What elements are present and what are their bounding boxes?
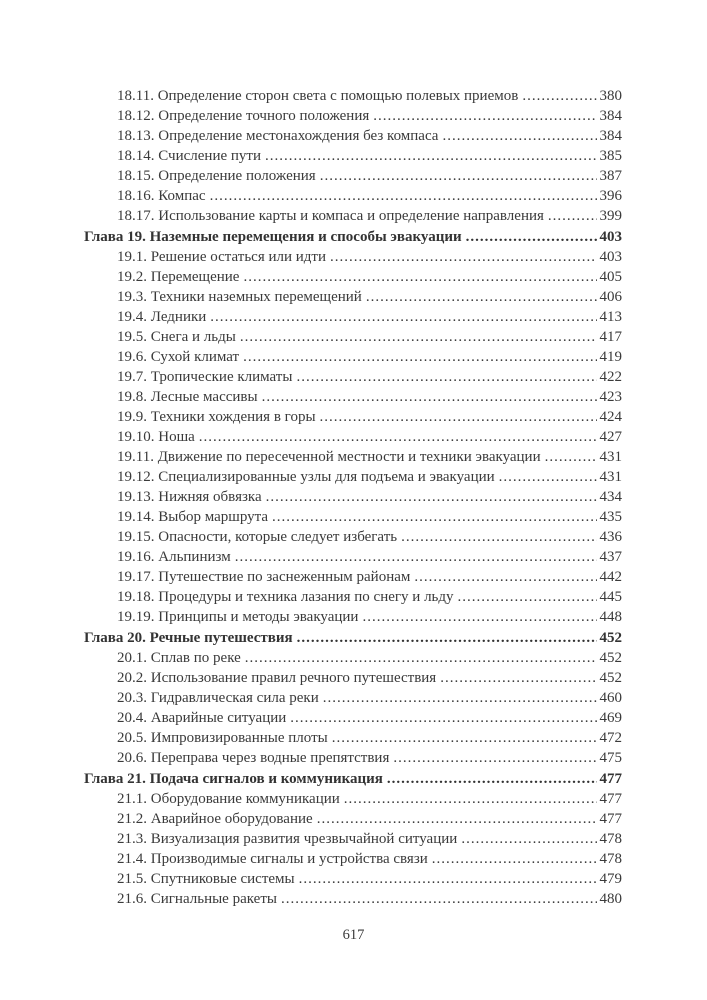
dot-leader	[432, 849, 597, 869]
toc-entry-label: 19.5. Снега и льды	[117, 329, 236, 345]
dot-leader	[332, 728, 597, 748]
dot-leader	[290, 708, 596, 728]
toc-entry-label: 19.4. Ледники	[117, 309, 207, 325]
dot-leader	[210, 186, 597, 206]
toc-entry-page: 452	[599, 650, 622, 666]
toc-entry-label: 19.17. Путешествие по заснеженным районам	[117, 569, 411, 585]
toc-entry-page: 475	[599, 750, 622, 766]
toc-entry-page: 387	[599, 168, 622, 184]
toc-entry-page: 472	[599, 730, 622, 746]
toc-entry	[84, 748, 622, 768]
toc-entry	[84, 789, 622, 809]
toc-entry-page: 437	[599, 549, 622, 565]
toc-entry-page: 380	[599, 88, 622, 104]
toc-entry	[84, 869, 622, 889]
toc-entry	[84, 527, 622, 547]
toc-entry-label: 21.4. Производимые сигналы и устройства связи	[117, 851, 428, 867]
dot-leader	[330, 247, 597, 267]
toc-chapter-entry	[84, 227, 622, 247]
toc-entry	[84, 247, 622, 267]
dot-leader	[414, 567, 596, 587]
dot-leader	[344, 789, 597, 809]
toc-entry-label: 19.1. Решение остаться или идти	[117, 249, 326, 265]
toc-entry-label: 18.12. Определение точного положения	[117, 108, 370, 124]
toc-entry-label: 18.15. Определение положения	[117, 168, 316, 184]
toc-entry	[84, 206, 622, 226]
toc-entry	[84, 126, 622, 146]
toc-entry-label: 19.15. Опасности, которые следует избегать	[117, 529, 398, 545]
dot-leader	[393, 748, 596, 768]
toc-entry-page: 417	[599, 329, 622, 345]
toc-entry-page: 445	[599, 589, 622, 605]
toc-entry-page: 396	[599, 188, 622, 204]
dot-leader	[323, 688, 597, 708]
toc-entry	[84, 467, 622, 487]
toc-entry	[84, 849, 622, 869]
toc-entry	[84, 447, 622, 467]
toc-entry-page: 385	[599, 148, 622, 164]
toc-entry	[84, 607, 622, 627]
toc-entry-label: 21.1. Оборудование коммуникации	[117, 791, 340, 807]
toc-entry	[84, 267, 622, 287]
toc-entry-page: 427	[599, 429, 622, 445]
toc-entry-page: 477	[599, 771, 622, 787]
toc-entry-label: 19.8. Лесные массивы	[117, 389, 258, 405]
toc-entry-label: 19.14. Выбор маршрута	[117, 509, 269, 525]
toc-chapter-entry	[84, 628, 622, 648]
toc-entry-label: 19.13. Нижняя обвязка	[117, 489, 262, 505]
toc-entry-label: 20.4. Аварийные ситуации	[117, 710, 287, 726]
dot-leader	[373, 106, 596, 126]
toc-entry-page: 460	[599, 690, 622, 706]
toc-entry	[84, 889, 622, 909]
dot-leader	[297, 628, 597, 648]
dot-leader	[366, 287, 597, 307]
dot-leader	[296, 367, 596, 387]
toc-entry-label: 19.19. Принципы и методы эвакуации	[117, 609, 359, 625]
dot-leader	[266, 487, 597, 507]
toc-entry	[84, 347, 622, 367]
toc-entry	[84, 507, 622, 527]
toc-entry	[84, 307, 622, 327]
dot-leader	[401, 527, 596, 547]
toc-entry	[84, 367, 622, 387]
toc-entry-label: 18.16. Компас	[117, 188, 206, 204]
toc-entry-page: 479	[599, 871, 622, 887]
toc-entry	[84, 327, 622, 347]
toc-entry-page: 452	[599, 670, 622, 686]
toc-entry-page: 436	[599, 529, 622, 545]
dot-leader	[548, 206, 597, 226]
toc-entry-label: Глава 21. Подача сигналов и коммуникация	[84, 771, 383, 787]
toc-entry-label: Глава 19. Наземные перемещения и способы эвакуации	[84, 229, 462, 245]
dot-leader	[499, 467, 597, 487]
toc-entry-page: 384	[599, 108, 622, 124]
toc-entry-label: 19.9. Техники хождения в горы	[117, 409, 316, 425]
toc-entry-label: 18.13. Определение местонахождения без компаса	[117, 128, 439, 144]
dot-leader	[265, 146, 596, 166]
dot-leader	[522, 86, 596, 106]
toc-entry-label: 21.3. Визуализация развития чрезвычайной ситуации	[117, 831, 458, 847]
dot-leader	[442, 126, 596, 146]
toc-entry-page: 452	[599, 630, 622, 646]
toc-entry-page: 403	[599, 249, 622, 265]
dot-leader	[210, 307, 596, 327]
toc-entry-page: 435	[599, 509, 622, 525]
toc-entry-page: 478	[599, 831, 622, 847]
toc-entry	[84, 407, 622, 427]
toc-entry-page: 431	[599, 469, 622, 485]
toc-entry-label: 20.5. Импровизированные плоты	[117, 730, 328, 746]
toc-entry	[84, 166, 622, 186]
toc-entry	[84, 829, 622, 849]
toc-entry	[84, 487, 622, 507]
toc-entry	[84, 567, 622, 587]
toc-entry-label: 19.10. Ноша	[117, 429, 195, 445]
toc-entry-label: 20.6. Переправа через водные препятствия	[117, 750, 390, 766]
dot-leader	[272, 507, 596, 527]
toc-entry	[84, 648, 622, 668]
toc-entry-label: 18.17. Использование карты и компаса и определение направления	[117, 208, 544, 224]
dot-leader	[240, 327, 597, 347]
toc-entry-label: 19.6. Сухой климат	[117, 349, 240, 365]
toc-entry-page: 422	[599, 369, 622, 385]
toc-entry-page: 442	[599, 569, 622, 585]
toc-entry-label: 18.11. Определение сторон света с помощью полевых приемов	[117, 88, 519, 104]
toc-entry-label: 19.7. Тропические климаты	[117, 369, 293, 385]
toc-entry	[84, 688, 622, 708]
dot-leader	[461, 829, 596, 849]
toc-entry-page: 399	[599, 208, 622, 224]
table-of-contents	[84, 86, 622, 909]
toc-entry-label: Глава 20. Речные путешествия	[84, 630, 293, 646]
toc-entry-page: 424	[599, 409, 622, 425]
dot-leader	[362, 607, 596, 627]
toc-entry-label: 20.3. Гидравлическая сила реки	[117, 690, 319, 706]
dot-leader	[281, 889, 597, 909]
toc-entry	[84, 146, 622, 166]
dot-leader	[299, 869, 597, 889]
toc-entry-page: 469	[599, 710, 622, 726]
toc-entry-label: 19.3. Техники наземных перемещений	[117, 289, 362, 305]
toc-entry	[84, 728, 622, 748]
dot-leader	[466, 227, 597, 247]
page-number: 617	[342, 927, 365, 943]
dot-leader	[317, 809, 597, 829]
toc-entry-page: 434	[599, 489, 622, 505]
toc-entry	[84, 587, 622, 607]
toc-entry-page: 448	[599, 609, 622, 625]
toc-entry-label: 19.12. Специализированные узлы для подъема и эвакуации	[117, 469, 495, 485]
toc-entry-page: 384	[599, 128, 622, 144]
toc-entry-page: 478	[599, 851, 622, 867]
toc-entry-page: 477	[599, 791, 622, 807]
toc-entry-label: 21.2. Аварийное оборудование	[117, 811, 313, 827]
toc-entry	[84, 287, 622, 307]
toc-entry-label: 19.18. Процедуры и техника лазания по снегу и льду	[117, 589, 454, 605]
toc-entry-label: 20.1. Сплав по реке	[117, 650, 241, 666]
toc-entry-page: 477	[599, 811, 622, 827]
toc-entry-page: 403	[599, 229, 622, 245]
toc-entry	[84, 809, 622, 829]
dot-leader	[262, 387, 597, 407]
dot-leader	[235, 547, 597, 567]
dot-leader	[243, 267, 596, 287]
dot-leader	[320, 166, 597, 186]
toc-entry-page: 405	[599, 269, 622, 285]
toc-entry-label: 18.14. Счисление пути	[117, 148, 262, 164]
toc-entry-label: 19.11. Движение по пересеченной местности и техники эвакуации	[117, 449, 541, 465]
toc-entry-page: 480	[599, 891, 622, 907]
toc-entry	[84, 106, 622, 126]
toc-entry	[84, 387, 622, 407]
toc-entry-label: 21.6. Сигнальные ракеты	[117, 891, 277, 907]
toc-entry-page: 406	[599, 289, 622, 305]
dot-leader	[320, 407, 597, 427]
toc-entry-page: 431	[599, 449, 622, 465]
toc-entry-label: 19.16. Альпинизм	[117, 549, 231, 565]
toc-entry	[84, 186, 622, 206]
toc-chapter-entry	[84, 769, 622, 789]
dot-leader	[245, 648, 597, 668]
page-footer	[0, 925, 707, 945]
toc-entry	[84, 427, 622, 447]
dot-leader	[199, 427, 597, 447]
toc-entry-page: 413	[599, 309, 622, 325]
dot-leader	[545, 447, 597, 467]
toc-entry-label: 20.2. Использование правил речного путешествия	[117, 670, 437, 686]
toc-entry	[84, 668, 622, 688]
dot-leader	[387, 769, 597, 789]
toc-entry	[84, 86, 622, 106]
toc-entry	[84, 708, 622, 728]
toc-entry-label: 19.2. Перемещение	[117, 269, 240, 285]
dot-leader	[440, 668, 596, 688]
dot-leader	[243, 347, 596, 367]
toc-entry-page: 423	[599, 389, 622, 405]
dot-leader	[458, 587, 597, 607]
toc-entry	[84, 547, 622, 567]
toc-entry-label: 21.5. Спутниковые системы	[117, 871, 295, 887]
toc-entry-page: 419	[599, 349, 622, 365]
